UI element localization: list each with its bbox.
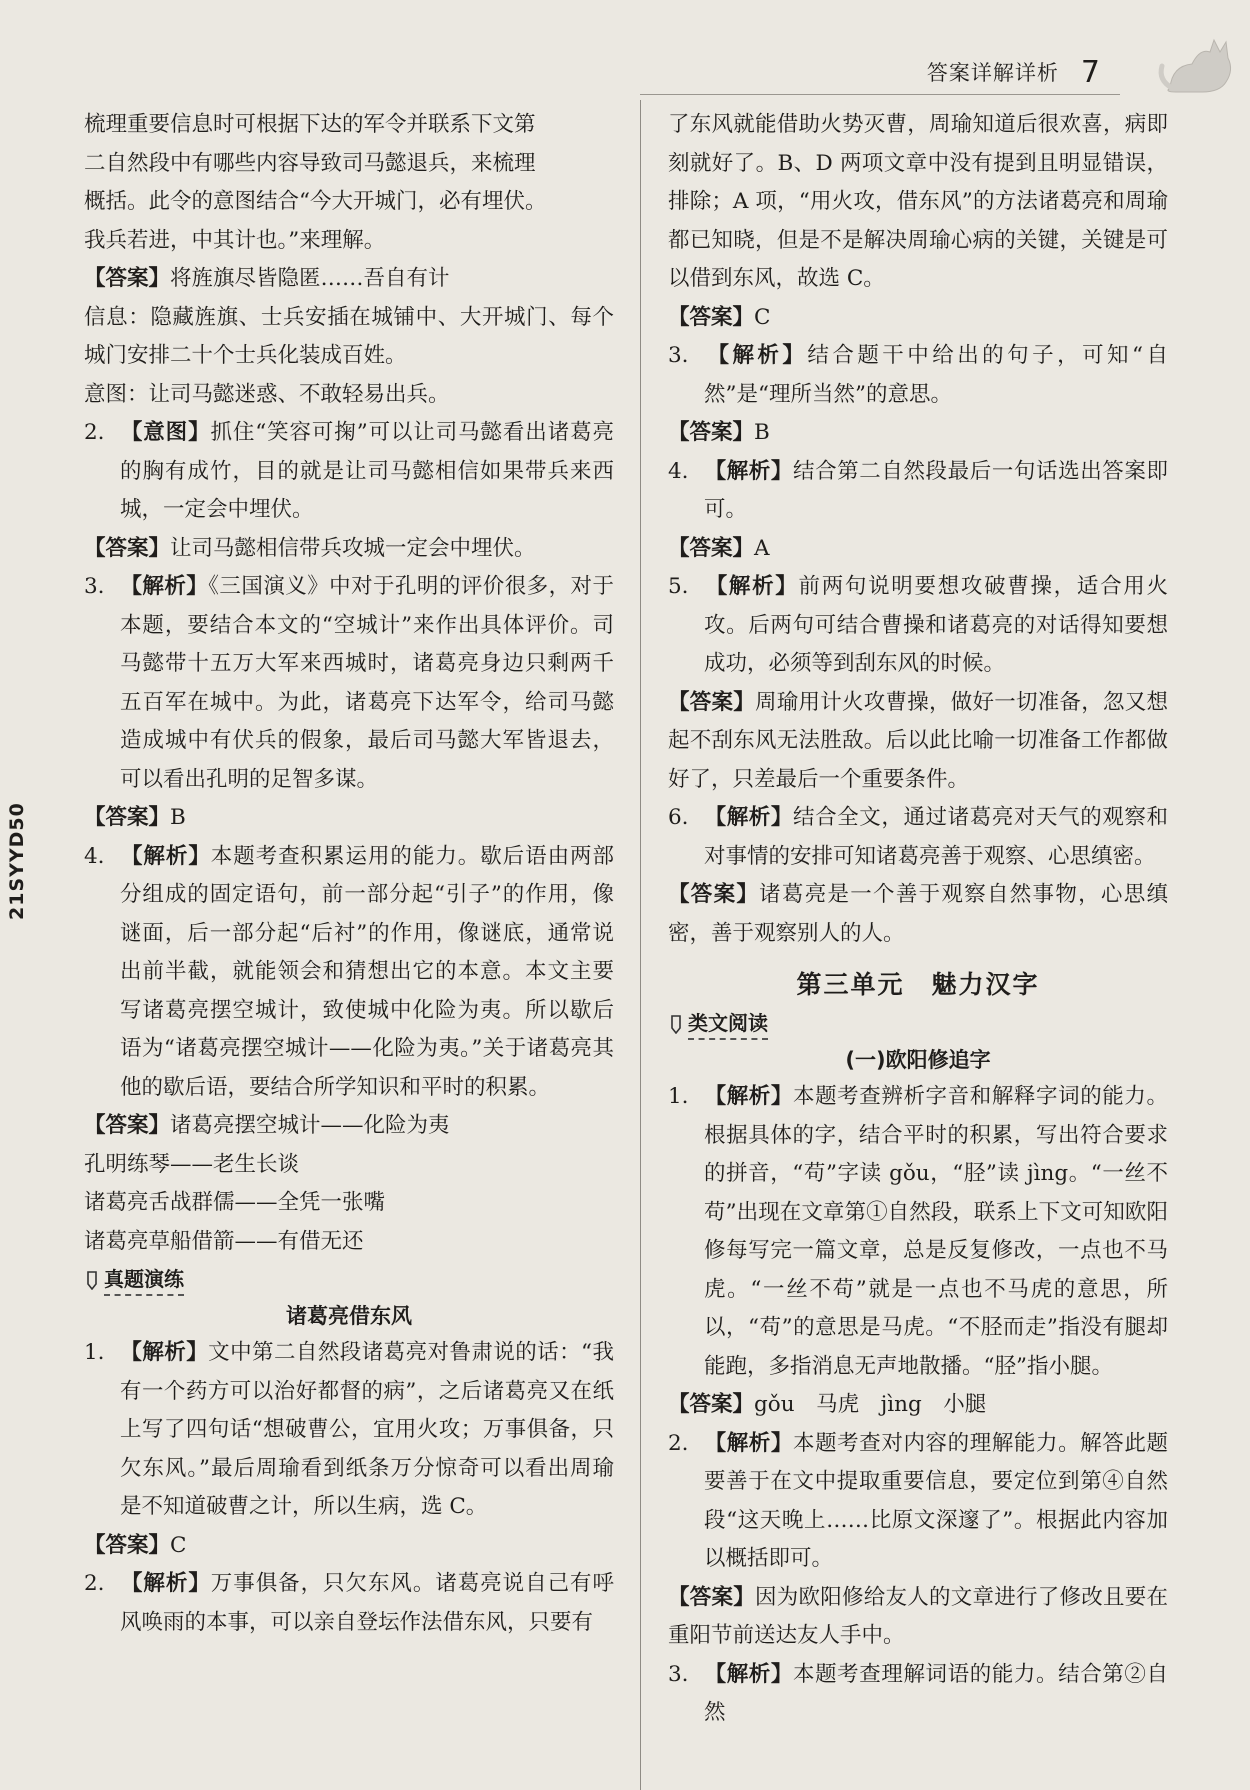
page-number: 7 [1080, 54, 1100, 90]
answer-tag: 【答案】 [668, 1392, 755, 1417]
answer-tag: 【答案】 [668, 535, 755, 561]
cat-icon [1152, 18, 1242, 108]
intro-line: 我兵若进，中其计也。”来理解。 [84, 227, 386, 253]
intro-line: 概括。此令的意图结合“今大开城门，必有埋伏。 [84, 189, 547, 214]
answer-tag: 【答案】 [668, 882, 760, 907]
answer-r3 [668, 414, 1168, 453]
analysis-text: 结合题干中给出的句子，可知“自然”是“理所当然”的意思。 [704, 343, 1168, 407]
answer-q2 [84, 530, 614, 569]
analysis-tag: 【解析】 [120, 1571, 211, 1596]
answer-tag: 【答案】 [668, 689, 755, 715]
question-number: 2. [668, 1430, 689, 1456]
left-column [84, 106, 614, 1642]
question-r6 [668, 799, 1168, 876]
answer-tag: 【答案】 [668, 1584, 755, 1610]
question-4 [84, 838, 614, 1108]
question-s1 [668, 1078, 1168, 1386]
right-column [668, 106, 1168, 1733]
question-number: 4. [84, 843, 105, 869]
answer-r4 [668, 530, 1168, 569]
question-2 [84, 414, 614, 530]
answer-q1-intent: 意图：让司马懿迷惑、不敢轻易出兵。 [84, 381, 450, 407]
answer-r6 [668, 876, 1168, 953]
header-title: 答案详解详析 [926, 61, 1059, 85]
answer-s1 [668, 1386, 1168, 1425]
analysis-text: 抓住“笑容可掬”可以让司马懿看出诸葛亮的胸有成竹，目的就是让司马懿相信如果带兵来西城，一定会中埋伏。 [120, 420, 614, 522]
header-rule [640, 94, 1120, 95]
answer-c [668, 299, 1168, 338]
question-number: 5. [668, 574, 689, 599]
passage-title: (一)欧阳修追字 [845, 1048, 991, 1072]
section-label-text: 真题演练 [104, 1263, 184, 1296]
answer-q4 [84, 1107, 614, 1146]
question-r3 [668, 337, 1168, 414]
analysis-text: 本题考查理解词语的能力。结合第②自然 [704, 1661, 1168, 1725]
analysis-tag: 【解析】 [120, 1340, 209, 1365]
answer-text: C [754, 304, 771, 330]
question-s2 [668, 1425, 1168, 1579]
answer-tag: 【答案】 [668, 420, 755, 445]
passage-title: 诸葛亮借东风 [286, 1304, 412, 1328]
answer-tag: 【答案】 [84, 1532, 171, 1558]
analysis-tag: 【解析】 [704, 1661, 793, 1687]
answer-text: 诸葛亮摆空城计——化险为夷 [170, 1113, 450, 1138]
answer-r5 [668, 684, 1168, 800]
answer-q3 [84, 799, 614, 838]
analysis-text: 结合全文，通过诸葛亮对天气的观察和对事情的安排可知诸葛亮善于观察、心思缜密。 [704, 805, 1168, 869]
question-number: 1. [668, 1084, 689, 1109]
answer-q4-item: 诸葛亮草船借箭——有借无还 [84, 1228, 364, 1254]
analysis-text: 本题考查辨析字音和解释字词的能力。根据具体的字，结合平时的积累，写出符合要求的拼音，“苟”字读 gǒu，“胫”读 jìng。“一丝不苟”出现在文章第①自然段，联系上下文可知欧阳修每写完一篇文章，总是反复修改，一点也不马虎。“一丝不苟”就是一点也不马虎的意思，所以，“苟”的意思是马虎。“不胫而走”指没有腿却能跑，多指消息无声地散播。“胫”指小腿。 [704, 1084, 1168, 1379]
answer-text: 将旌旗尽皆隐匿……吾自有计 [170, 266, 450, 291]
answer-tag: 【答案】 [84, 535, 171, 561]
question-s3 [668, 1656, 1168, 1733]
answer-q1-info: 信息：隐藏旌旗、士兵安插在城铺中、大开城门、每个城门安排二十个士兵化装成百姓。 [84, 304, 614, 368]
section-label-text: 类文阅读 [688, 1007, 768, 1040]
analysis-tag: 【解析】 [120, 574, 209, 599]
answer-tag: 【答案】 [84, 805, 171, 830]
answer-q1 [84, 260, 614, 299]
analysis-text: 前两句说明要想攻破曹操，适合用火攻。后两句可结合曹操和诸葛亮的对话得知要想成功，必须等到刮东风的时候。 [704, 574, 1168, 676]
column-divider [640, 100, 641, 1790]
answer-text: A [754, 535, 770, 561]
continued-text: 了东风就能借助火势灭曹，周瑜知道后很欢喜，病即刻就好了。B、D 两项文章中没有提到且明显错误，排除；A 项，“用火攻，借东风”的方法诸葛亮和周瑜都已知晓，但是不是解决周瑜心病的关键，关键是可以借到东风，故选 C。 [668, 112, 1168, 291]
question-number: 2. [84, 420, 105, 445]
answer-q4-item: 诸葛亮舌战群儒——全凭一张嘴 [84, 1190, 386, 1215]
analysis-tag: 【解析】 [704, 805, 793, 830]
analysis-text: 本题考查对内容的理解能力。解答此题要善于在文中提取重要信息，要定位到第④自然段“这天晚上……比原文深邃了”。根据此内容加以概括即可。 [704, 1430, 1168, 1571]
question-3 [84, 568, 614, 799]
question-number: 1. [84, 1340, 105, 1365]
question-number: 6. [668, 805, 689, 830]
section-label-reading [668, 1007, 1168, 1040]
question-number: 3. [668, 343, 689, 368]
analysis-text: 万事俱备，只欠东风。诸葛亮说自己有呼风唤雨的本事，可以亲自登坛作法借东风，只要有 [120, 1571, 614, 1635]
analysis-tag: 【意图】 [120, 420, 211, 445]
analysis-text: 结合第二自然段最后一句话选出答案即可。 [704, 458, 1168, 522]
answer-text: B [754, 420, 770, 445]
intro-line: 梳理重要信息时可根据下达的军令并联系下文第 [84, 112, 536, 137]
question-number: 4. [668, 458, 689, 484]
answer-text: 诸葛亮是一个善于观察自然事物，心思缜密，善于观察别人的人。 [668, 882, 1168, 946]
answer-tag: 【答案】 [84, 266, 171, 291]
answer-text: 让司马懿相信带兵攻城一定会中埋伏。 [170, 535, 536, 561]
analysis-tag: 【解析】 [704, 574, 799, 599]
analysis-text: 本题考查积累运用的能力。歇后语由两部分组成的固定语句，前一部分起“引子”的作用，像谜面，后一部分起“后衬”的作用，像谜底，通常说出前半截，就能领会和猜想出它的本意。本文主要写诸葛亮摆空城计，致使城中化险为夷。所以歇后语为“诸葛亮摆空城计——化险为夷。”关于诸葛亮其他的歇后语，要结合所学知识和平时的积累。 [120, 843, 614, 1100]
answer-text: B [170, 805, 186, 830]
answer-q4-item: 孔明练琴——老生长谈 [84, 1151, 300, 1177]
section-label-practice [84, 1263, 614, 1296]
page-header [927, 52, 1100, 92]
answer-tag: 【答案】 [84, 1113, 171, 1138]
analysis-tag: 【解析】 [704, 343, 808, 368]
question-p2 [84, 1565, 614, 1642]
answer-p1 [84, 1527, 614, 1566]
answer-text: C [170, 1532, 187, 1558]
unit-title: 第三单元 魅力汉字 [796, 970, 1040, 999]
analysis-tag: 【解析】 [704, 458, 793, 484]
analysis-tag: 【解析】 [704, 1084, 793, 1109]
answer-tag: 【答案】 [668, 304, 755, 330]
intro-line: 二自然段中有哪些内容导致司马懿退兵，来梳理 [84, 150, 536, 176]
analysis-text: 《三国演义》中对于孔明的评价很多，对于本题，要结合本文的“空城计”来作出具体评价。司马懿带十五万大军来西城时，诸葛亮身边只剩两千五百军在城中。为此，诸葛亮下达军令，给司马懿造成城中有伏兵的假象，最后司马懿大军皆退去，可以看出孔明的足智多谋。 [120, 574, 614, 792]
question-r4 [668, 453, 1168, 530]
answer-s2 [668, 1579, 1168, 1656]
analysis-text: 文中第二自然段诸葛亮对鲁肃说的话：“我有一个药方可以治好都督的病”，之后诸葛亮又在纸上写了四句话“想破曹公，宜用火攻；万事俱备，只欠东风。”最后周瑜看到纸条万分惊奇可以看出周瑜是不知道破曹之计，所以生病，选 C。 [120, 1340, 614, 1519]
analysis-tag: 【解析】 [120, 843, 211, 869]
question-number: 2. [84, 1571, 105, 1596]
pencil-icon [84, 1270, 100, 1290]
side-code: 21SYYD50 [6, 802, 28, 920]
pencil-icon [668, 1014, 684, 1034]
analysis-tag: 【解析】 [704, 1430, 793, 1456]
answer-text: 周瑜用计火攻曹操，做好一切准备，忽又想起不刮东风无法胜敌。后以此比喻一切准备工作都做好了，只差最后一个重要条件。 [668, 689, 1168, 792]
question-number: 3. [668, 1661, 689, 1687]
question-p1 [84, 1334, 614, 1527]
answer-text: 因为欧阳修给友人的文章进行了修改且要在重阳节前送达友人手中。 [668, 1584, 1168, 1648]
answer-text: gǒu 马虎 jìng 小腿 [754, 1392, 987, 1417]
question-r5 [668, 568, 1168, 684]
question-number: 3. [84, 574, 105, 599]
